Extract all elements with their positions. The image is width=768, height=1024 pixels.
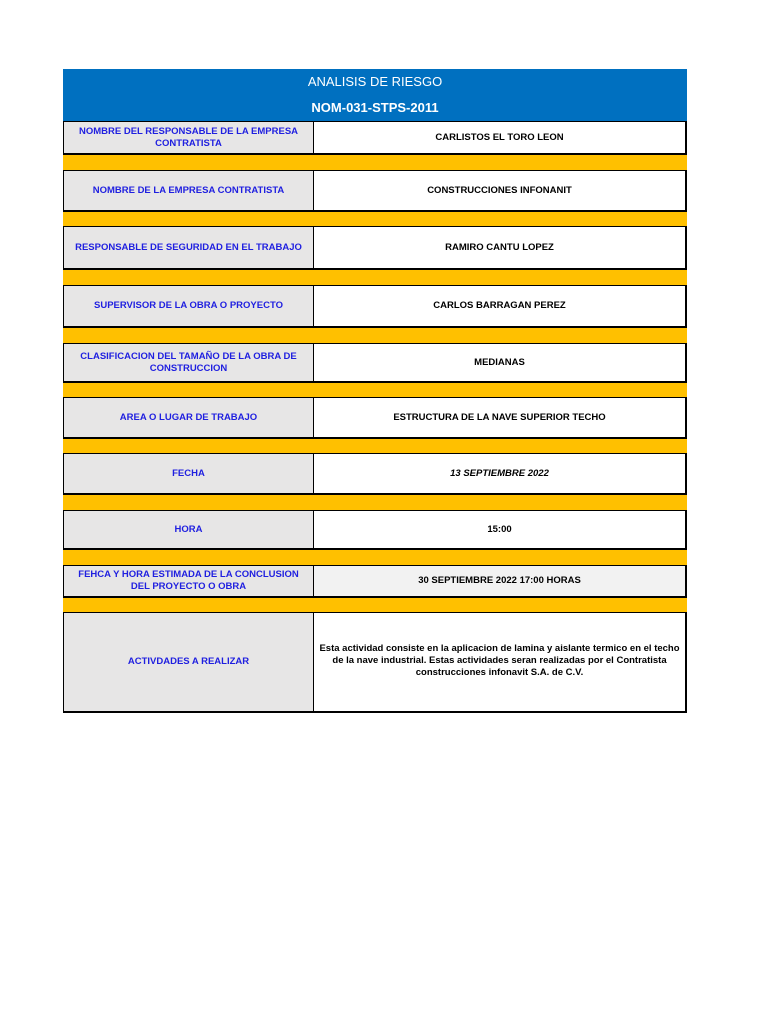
label-conclusion: FEHCA Y HORA ESTIMADA DE LA CONCLUSION DEL PROYECTO O OBRA: [64, 566, 314, 596]
label-clasificacion: CLASIFICACION DEL TAMAÑO DE LA OBRA DE CONSTRUCCION: [64, 344, 314, 381]
value-actividades[interactable]: Esta actividad consiste en la aplicacion de lamina y aislante termico en el techo de la nave industrial. Estas actividades seran realizadas por el Contratista construcciones infonavit S.A. de C.V.: [314, 613, 686, 711]
row-supervisor: [63, 285, 687, 328]
value-responsable-seguridad[interactable]: RAMIRO CANTU LOPEZ: [314, 227, 686, 268]
separator: [63, 495, 687, 510]
row-clasificacion: [63, 343, 687, 383]
label-fecha: FECHA: [64, 454, 314, 493]
label-hora: HORA: [64, 511, 314, 548]
value-empresa-contratista[interactable]: CONSTRUCCIONES INFONANIT: [314, 171, 686, 210]
separator: [63, 328, 687, 343]
value-area-trabajo[interactable]: ESTRUCTURA DE LA NAVE SUPERIOR TECHO: [314, 398, 686, 437]
separator: [63, 155, 687, 170]
separator: [63, 439, 687, 453]
separator: [63, 212, 687, 226]
separator: [63, 270, 687, 285]
row-empresa-contratista: [63, 170, 687, 212]
form-title: ANALISIS DE RIESGO: [307, 74, 443, 89]
form-subtitle: NOM-031-STPS-2011: [311, 100, 439, 115]
label-supervisor: SUPERVISOR DE LA OBRA O PROYECTO: [64, 286, 314, 326]
row-actividades: [63, 612, 687, 713]
row-responsable-seguridad: [63, 226, 687, 270]
value-conclusion[interactable]: 30 SEPTIEMBRE 2022 17:00 HORAS: [314, 566, 686, 596]
label-responsable-seguridad: RESPONSABLE DE SEGURIDAD EN EL TRABAJO: [64, 227, 314, 268]
separator: [63, 550, 687, 565]
row-responsable-empresa: [63, 121, 687, 155]
risk-analysis-form: [63, 69, 687, 713]
label-empresa-contratista: NOMBRE DE LA EMPRESA CONTRATISTA: [64, 171, 314, 210]
label-responsable-empresa: NOMBRE DEL RESPONSABLE DE LA EMPRESA CONTRATISTA: [64, 122, 314, 153]
value-fecha[interactable]: 13 SEPTIEMBRE 2022: [314, 454, 686, 493]
value-responsable-empresa[interactable]: CARLISTOS EL TORO LEON: [314, 122, 686, 153]
label-actividades: ACTIVDADES A REALIZAR: [64, 613, 314, 711]
label-area-trabajo: AREA O LUGAR DE TRABAJO: [64, 398, 314, 437]
row-hora: [63, 510, 687, 550]
value-hora[interactable]: 15:00: [314, 511, 686, 548]
row-conclusion: [63, 565, 687, 598]
row-area-trabajo: [63, 397, 687, 439]
separator: [63, 383, 687, 397]
row-fecha: [63, 453, 687, 495]
value-clasificacion[interactable]: MEDIANAS: [314, 344, 686, 381]
value-supervisor[interactable]: CARLOS BARRAGAN PEREZ: [314, 286, 686, 326]
separator: [63, 598, 687, 612]
form-header: [63, 69, 687, 121]
